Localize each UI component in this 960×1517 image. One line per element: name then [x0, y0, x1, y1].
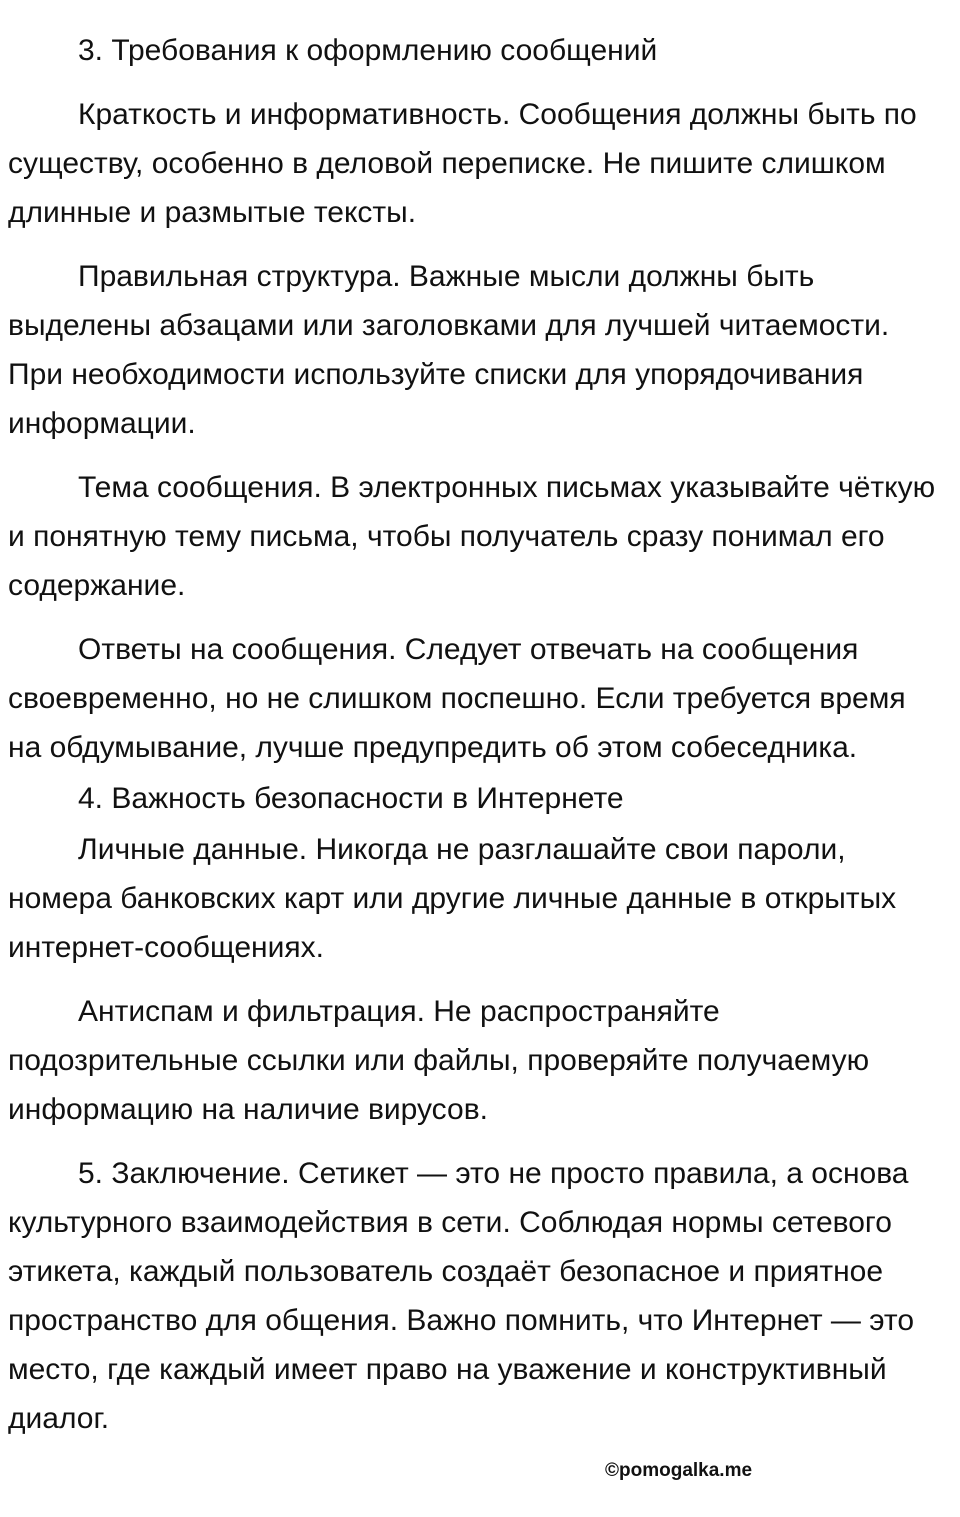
- section-heading-3: 3. Требования к оформлению сообщений: [78, 34, 658, 67]
- paragraph-replies: Ответы на сообщения. Следует отвечать на сообщения своевременно, но не слишком поспешно. Если требуется время на обдумывание, лучше предупредить об этом собеседника.: [8, 633, 906, 764]
- paragraph-structure: Правильная структура. Важные мысли должны быть выделены абзацами или заголовками для лучшей читаемости. При необходимости используйте списки для упорядочивания информации.: [8, 260, 890, 440]
- paragraph-subject: Тема сообщения. В электронных письмах указывайте чёткую и понятную тему письма, чтобы получатель сразу понимал его содержание.: [8, 471, 936, 602]
- paragraph-conclusion: 5. Заключение. Сетикет — это не просто правила, а основа культурного взаимодействия в сети. Соблюдая нормы сетевого этикета, каждый пользователь создаёт безопасное и приятное пространство для общения. Важно помнить, что Интернет — это место, где каждый имеет право на уважение и конструктивный диалог.: [8, 1157, 915, 1435]
- section-heading-4: 4. Важность безопасности в Интернете: [78, 782, 624, 815]
- paragraph-antispam: Антиспам и фильтрация. Не распространяйте подозрительные ссылки или файлы, проверяйте получаемую информацию на наличие вирусов.: [8, 995, 870, 1126]
- watermark: ©pomogalka.me: [605, 1460, 753, 1481]
- paragraph-personal-data: Личные данные. Никогда не разглашайте свои пароли, номера банковских карт или другие личные данные в открытых интернет-сообщениях.: [8, 833, 897, 964]
- paragraph-brevity: Краткость и информативность. Сообщения должны быть по существу, особенно в деловой переписке. Не пишите слишком длинные и размытые тексты.: [8, 98, 917, 229]
